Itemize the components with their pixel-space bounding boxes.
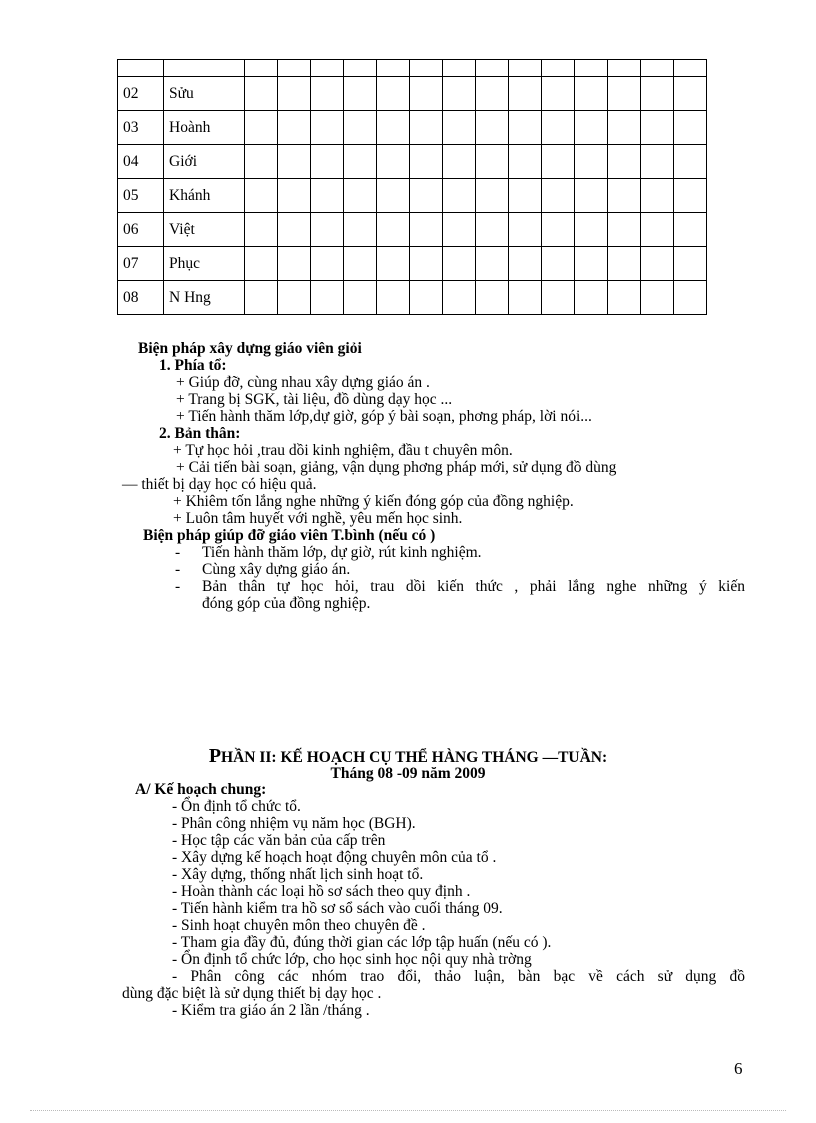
empty-cell bbox=[245, 145, 278, 179]
list-item: - Hoàn thành các loại hồ sơ sách theo quy định . bbox=[172, 883, 471, 900]
empty-cell bbox=[674, 77, 707, 111]
empty-cell bbox=[542, 145, 575, 179]
empty-cell bbox=[377, 179, 410, 213]
empty-cell bbox=[443, 281, 476, 315]
empty-cell bbox=[509, 60, 542, 77]
table-header-row bbox=[118, 60, 707, 77]
table-row bbox=[118, 145, 707, 179]
empty-cell bbox=[245, 179, 278, 213]
empty-cell bbox=[443, 60, 476, 77]
empty-cell bbox=[542, 179, 575, 213]
empty-cell bbox=[278, 111, 311, 145]
cell-name: Giới bbox=[164, 145, 245, 179]
empty-cell bbox=[509, 213, 542, 247]
empty-cell bbox=[542, 60, 575, 77]
empty-cell bbox=[410, 179, 443, 213]
list-item: Cùng xây dựng giáo án. bbox=[202, 561, 351, 578]
empty-cell bbox=[377, 111, 410, 145]
empty-cell bbox=[443, 77, 476, 111]
part-title-rest: HẦN II: KẾ HOẠCH CỤ THỂ HÀNG THÁNG —TUẦN: bbox=[221, 749, 608, 766]
empty-cell bbox=[608, 111, 641, 145]
list-item: - Xây dựng kế hoạch hoạt động chuyên môn của tổ . bbox=[172, 849, 497, 866]
empty-cell bbox=[608, 247, 641, 281]
sub-heading-ban-than: 2. Bản thân: bbox=[159, 425, 241, 442]
empty-cell bbox=[410, 145, 443, 179]
empty-cell bbox=[344, 281, 377, 315]
list-item: - Xây dựng, thống nhất lịch sinh hoạt tổ. bbox=[172, 866, 424, 883]
empty-cell bbox=[245, 213, 278, 247]
empty-cell bbox=[575, 77, 608, 111]
sub-heading-phia-to: 1. Phía tổ: bbox=[159, 357, 227, 374]
cell-name: Hoành bbox=[164, 111, 245, 145]
empty-cell bbox=[278, 60, 311, 77]
cell-name: Việt bbox=[164, 213, 245, 247]
empty-cell bbox=[311, 179, 344, 213]
empty-cell bbox=[542, 77, 575, 111]
heading-a: A/ Kế hoạch chung: bbox=[135, 781, 267, 798]
empty-cell bbox=[344, 145, 377, 179]
empty-cell bbox=[542, 213, 575, 247]
empty-cell bbox=[476, 247, 509, 281]
part-title-cap: P bbox=[208, 745, 222, 767]
empty-cell bbox=[674, 247, 707, 281]
empty-cell bbox=[509, 77, 542, 111]
empty-cell bbox=[476, 60, 509, 77]
list-item: - Tham gia đầy đủ, đúng thời gian các lớp tập huấn (nếu có ). bbox=[172, 934, 552, 951]
list-item-continuation: đóng góp của đồng nghiệp. bbox=[202, 595, 371, 612]
teacher-table bbox=[117, 59, 707, 315]
list-item: - Học tập các văn bản của cấp trên bbox=[172, 832, 386, 849]
list-item: + Giúp đỡ, cùng nhau xây dựng giáo án . bbox=[176, 374, 430, 391]
empty-cell bbox=[377, 213, 410, 247]
empty-cell bbox=[443, 111, 476, 145]
empty-cell bbox=[410, 60, 443, 77]
section-heading-2: Biện pháp giúp đỡ giáo viên T.bình (nếu có ) bbox=[143, 527, 436, 544]
empty-cell bbox=[674, 179, 707, 213]
empty-cell bbox=[278, 213, 311, 247]
empty-cell bbox=[377, 247, 410, 281]
empty-cell bbox=[542, 247, 575, 281]
empty-cell bbox=[608, 77, 641, 111]
empty-cell bbox=[641, 281, 674, 315]
dash-bullet: - bbox=[175, 578, 181, 595]
empty-cell bbox=[344, 77, 377, 111]
empty-cell bbox=[608, 281, 641, 315]
empty-cell bbox=[608, 60, 641, 77]
dash-bullet: - bbox=[175, 544, 181, 561]
table-row bbox=[118, 281, 707, 315]
footer-divider bbox=[30, 1110, 786, 1111]
empty-cell bbox=[245, 281, 278, 315]
cell-name bbox=[164, 60, 245, 77]
empty-cell bbox=[641, 145, 674, 179]
empty-cell bbox=[674, 60, 707, 77]
cell-number: 03 bbox=[118, 111, 164, 145]
empty-cell bbox=[641, 77, 674, 111]
empty-cell bbox=[674, 281, 707, 315]
empty-cell bbox=[641, 247, 674, 281]
list-item: + Cải tiến bài soạn, giảng, vận dụng phơng pháp mới, sử dụng đồ dùng bbox=[176, 459, 617, 476]
empty-cell bbox=[443, 213, 476, 247]
empty-cell bbox=[311, 111, 344, 145]
empty-cell bbox=[377, 60, 410, 77]
empty-cell bbox=[542, 281, 575, 315]
list-item: + Khiêm tốn lắng nghe những ý kiến đóng góp của đồng nghiệp. bbox=[173, 493, 574, 510]
cell-name: Sửu bbox=[164, 77, 245, 111]
cell-name: Phục bbox=[164, 247, 245, 281]
empty-cell bbox=[476, 281, 509, 315]
list-item: + Tiến hành thăm lớp,dự giờ, góp ý bài soạn, phơng pháp, lời nói... bbox=[176, 408, 592, 425]
part-title bbox=[0, 745, 816, 767]
empty-cell bbox=[509, 111, 542, 145]
empty-cell bbox=[377, 77, 410, 111]
cell-name: Khánh bbox=[164, 179, 245, 213]
empty-cell bbox=[443, 247, 476, 281]
cell-number: 08 bbox=[118, 281, 164, 315]
empty-cell bbox=[344, 247, 377, 281]
empty-cell bbox=[311, 77, 344, 111]
empty-cell bbox=[410, 111, 443, 145]
empty-cell bbox=[410, 281, 443, 315]
empty-cell bbox=[509, 247, 542, 281]
empty-cell bbox=[410, 77, 443, 111]
empty-cell bbox=[608, 145, 641, 179]
empty-cell bbox=[278, 145, 311, 179]
empty-cell bbox=[377, 281, 410, 315]
section-heading: Biện pháp xây dựng giáo viên giỏi bbox=[138, 340, 362, 357]
empty-cell bbox=[476, 145, 509, 179]
table-row bbox=[118, 179, 707, 213]
empty-cell bbox=[245, 247, 278, 281]
list-item: Bản thân tự học hỏi, trau dồi kiến thức , phải lắng nghe những ý kiến bbox=[202, 578, 745, 595]
empty-cell bbox=[344, 60, 377, 77]
empty-cell bbox=[278, 179, 311, 213]
table-row bbox=[118, 77, 707, 111]
empty-cell bbox=[641, 111, 674, 145]
list-item: + Trang bị SGK, tài liệu, đồ dùng dạy học ... bbox=[176, 391, 453, 408]
page-number: 6 bbox=[734, 1059, 743, 1078]
empty-cell bbox=[311, 281, 344, 315]
empty-cell bbox=[311, 145, 344, 179]
empty-cell bbox=[575, 213, 608, 247]
cell-number: 07 bbox=[118, 247, 164, 281]
empty-cell bbox=[608, 213, 641, 247]
list-item-continuation: — thiết bị dạy học có hiệu quả. bbox=[122, 476, 317, 493]
empty-cell bbox=[608, 179, 641, 213]
empty-cell bbox=[311, 247, 344, 281]
table-row bbox=[118, 247, 707, 281]
cell-number: 06 bbox=[118, 213, 164, 247]
cell-number: 05 bbox=[118, 179, 164, 213]
empty-cell bbox=[311, 60, 344, 77]
empty-cell bbox=[575, 247, 608, 281]
empty-cell bbox=[575, 179, 608, 213]
empty-cell bbox=[245, 111, 278, 145]
table-row bbox=[118, 213, 707, 247]
list-item-continuation: dùng đặc biệt là sử dụng thiết bị dạy học . bbox=[122, 985, 382, 1002]
empty-cell bbox=[509, 281, 542, 315]
list-item: - Tiến hành kiểm tra hồ sơ sổ sách vào cuối tháng 09. bbox=[172, 900, 503, 917]
empty-cell bbox=[377, 145, 410, 179]
cell-number: 04 bbox=[118, 145, 164, 179]
empty-cell bbox=[641, 213, 674, 247]
list-item: - Phân công các nhóm trao đổi, thảo luận, bàn bạc về cách sử dụng đồ bbox=[172, 968, 745, 985]
empty-cell bbox=[311, 213, 344, 247]
empty-cell bbox=[278, 247, 311, 281]
empty-cell bbox=[344, 179, 377, 213]
empty-cell bbox=[443, 179, 476, 213]
list-item: + Tự học hỏi ,trau dồi kinh nghiệm, đầu t chuyên môn. bbox=[173, 442, 513, 459]
list-item: - Kiểm tra giáo án 2 lần /tháng . bbox=[172, 1002, 370, 1019]
list-item: + Luôn tâm huyết với nghề, yêu mến học sinh. bbox=[173, 510, 463, 527]
list-item: - Phân công nhiệm vụ năm học (BGH). bbox=[172, 815, 416, 832]
empty-cell bbox=[575, 111, 608, 145]
empty-cell bbox=[476, 179, 509, 213]
empty-cell bbox=[245, 60, 278, 77]
empty-cell bbox=[509, 179, 542, 213]
empty-cell bbox=[410, 213, 443, 247]
empty-cell bbox=[443, 145, 476, 179]
list-item: Tiến hành thăm lớp, dự giờ, rút kinh nghiệm. bbox=[202, 544, 482, 561]
empty-cell bbox=[575, 281, 608, 315]
cell-name: N Hng bbox=[164, 281, 245, 315]
empty-cell bbox=[674, 213, 707, 247]
empty-cell bbox=[641, 179, 674, 213]
dash-bullet: - bbox=[175, 561, 181, 578]
list-item: - Sinh hoạt chuyên môn theo chuyên đề . bbox=[172, 917, 426, 934]
empty-cell bbox=[344, 213, 377, 247]
cell-number: 02 bbox=[118, 77, 164, 111]
empty-cell bbox=[542, 111, 575, 145]
empty-cell bbox=[278, 281, 311, 315]
list-item: - Ổn định tổ chức lớp, cho học sinh học nội quy nhà trờng bbox=[172, 951, 532, 968]
empty-cell bbox=[509, 145, 542, 179]
cell-number bbox=[118, 60, 164, 77]
empty-cell bbox=[575, 145, 608, 179]
empty-cell bbox=[476, 111, 509, 145]
empty-cell bbox=[476, 77, 509, 111]
empty-cell bbox=[344, 111, 377, 145]
list-item: - Ổn định tổ chức tổ. bbox=[172, 798, 301, 815]
empty-cell bbox=[641, 60, 674, 77]
empty-cell bbox=[278, 77, 311, 111]
empty-cell bbox=[575, 60, 608, 77]
table-row bbox=[118, 111, 707, 145]
empty-cell bbox=[674, 145, 707, 179]
empty-cell bbox=[674, 111, 707, 145]
empty-cell bbox=[245, 77, 278, 111]
part-subtitle: Tháng 08 -09 năm 2009 bbox=[330, 765, 486, 782]
empty-cell bbox=[410, 247, 443, 281]
empty-cell bbox=[476, 213, 509, 247]
